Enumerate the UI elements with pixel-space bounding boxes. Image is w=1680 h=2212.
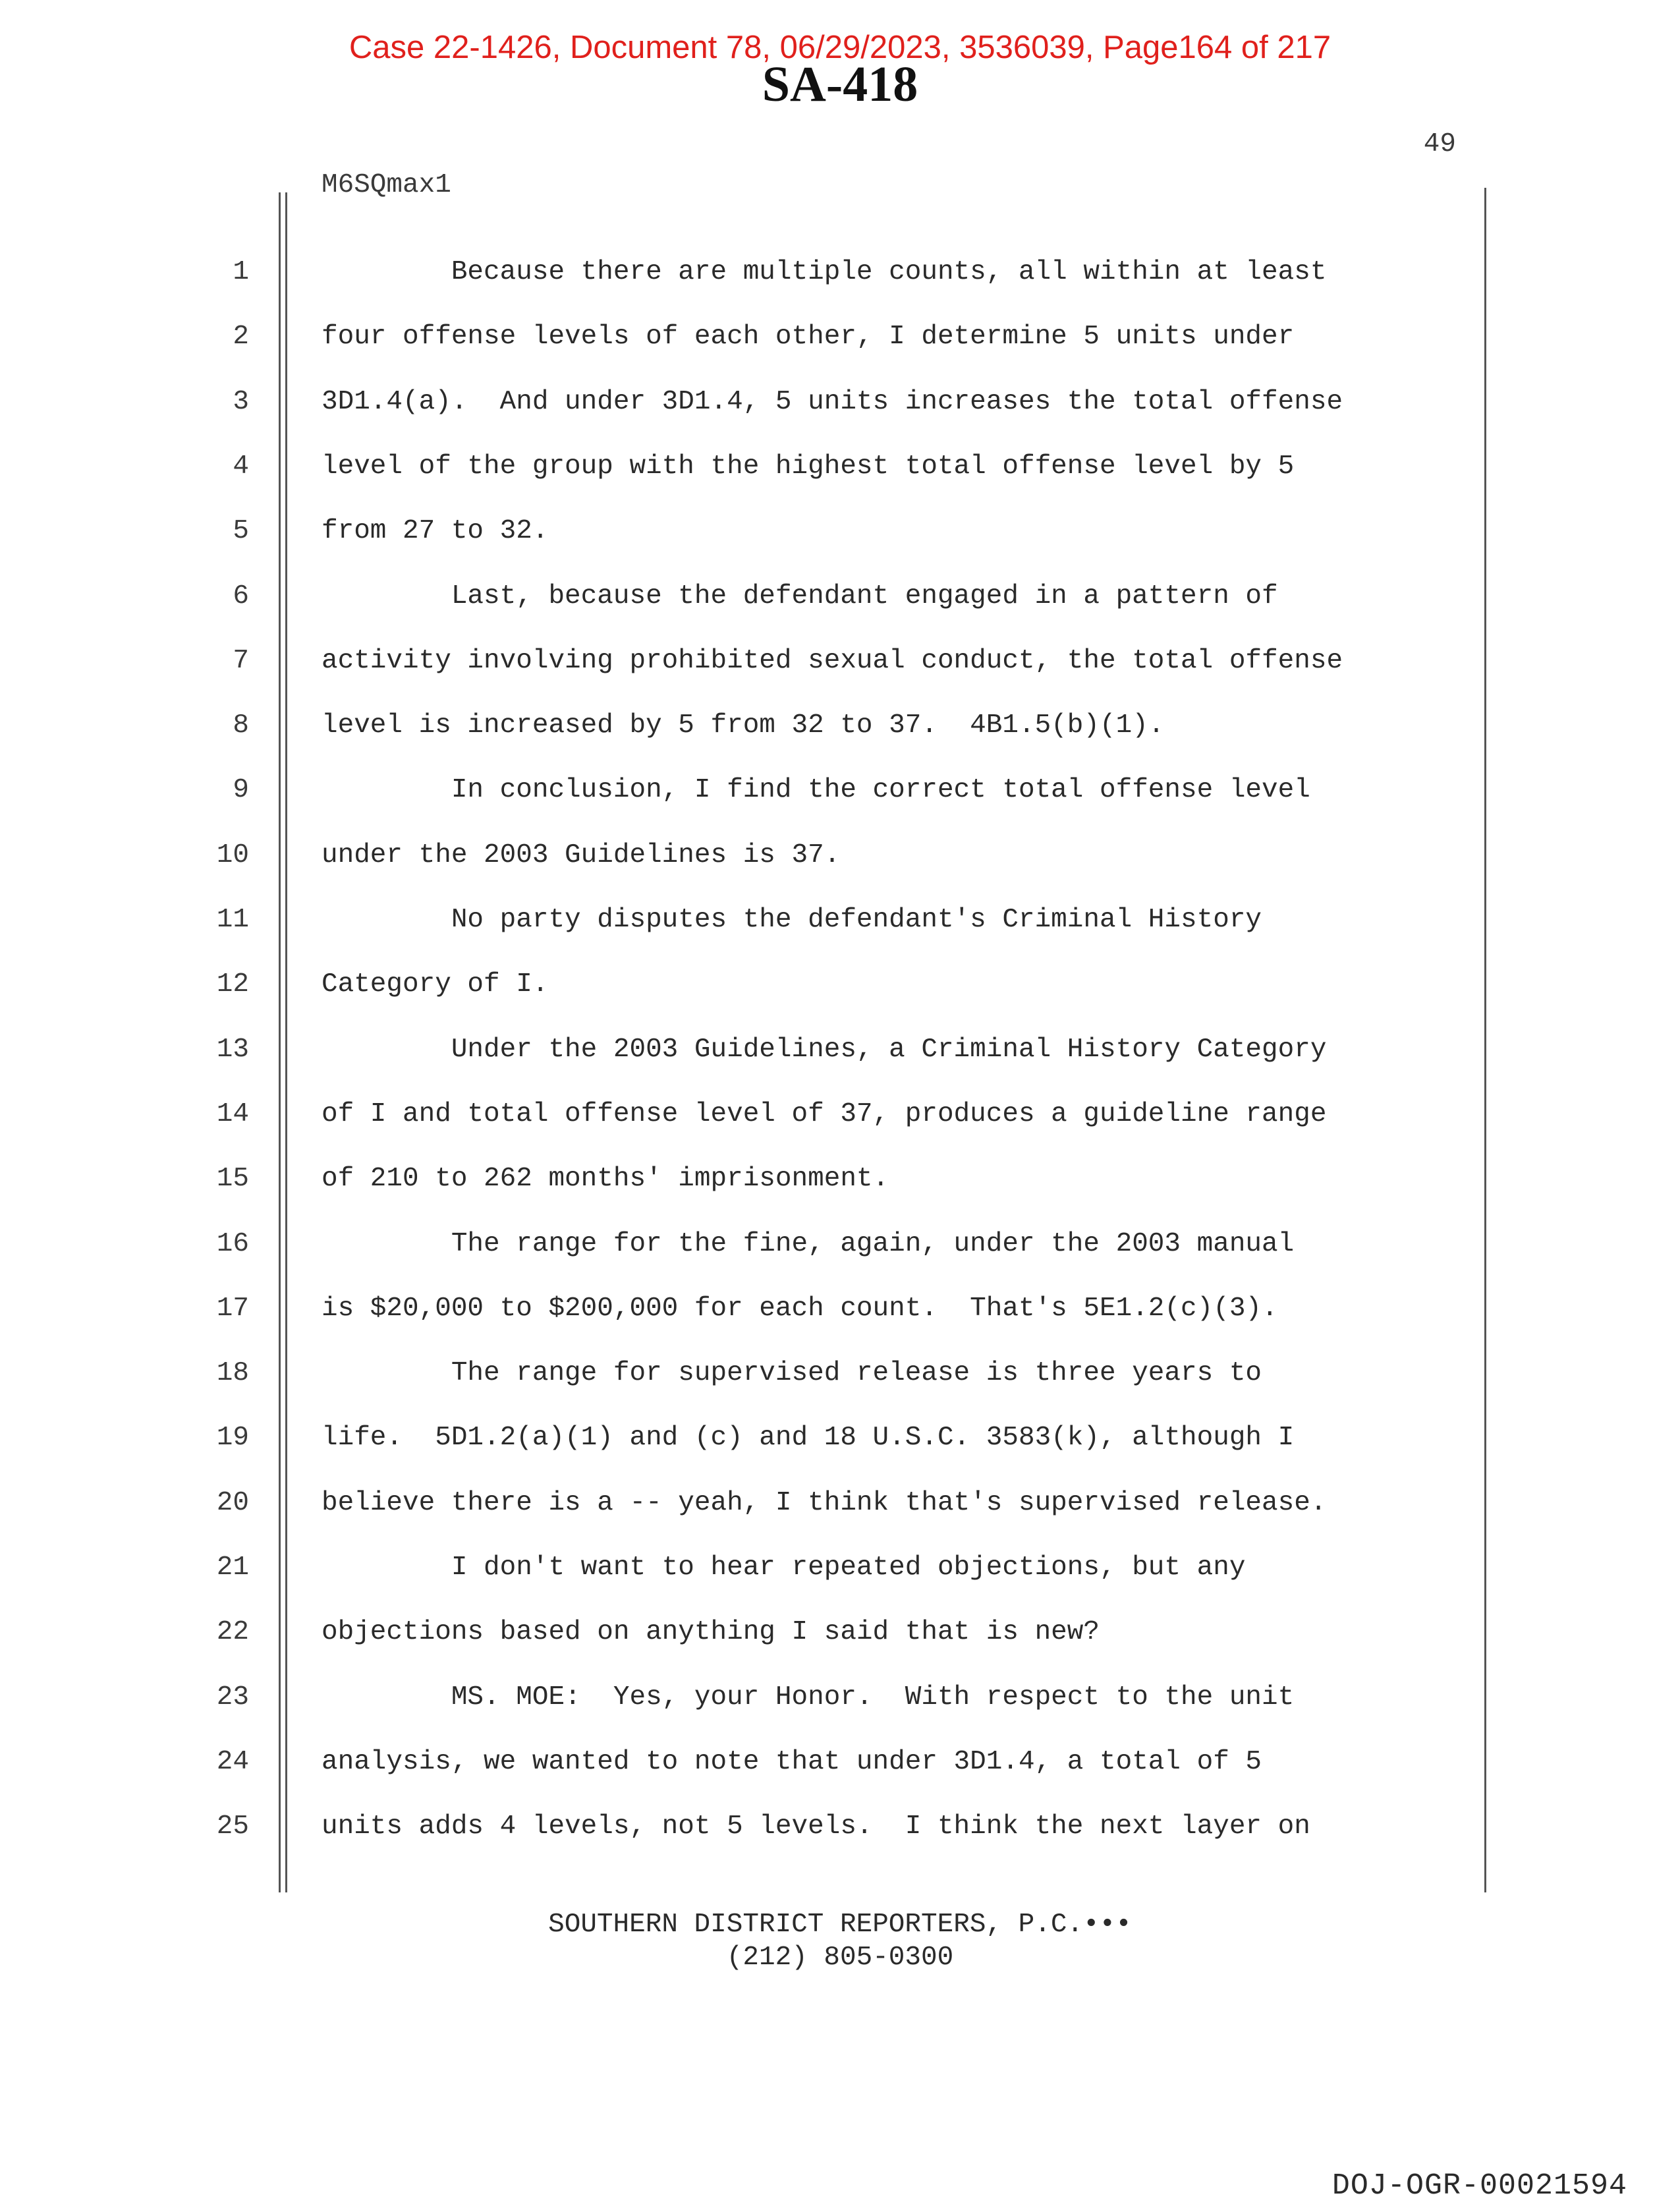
transcript-line: Category of I. [322, 969, 549, 1000]
transcript-line: MS. MOE: Yes, your Honor. With respect to the unit [322, 1682, 1295, 1713]
transcript-line: under the 2003 Guidelines is 37. [322, 840, 841, 870]
line-number: 15 [216, 1164, 249, 1194]
line-number: 19 [216, 1423, 249, 1453]
line-number: 2 [233, 322, 249, 352]
page-number: 49 [1423, 129, 1456, 159]
line-number: 23 [216, 1682, 249, 1713]
line-number: 25 [216, 1811, 249, 1842]
right-margin-rule [1484, 188, 1486, 1892]
bates-number: DOJ-OGR-00021594 [1331, 2169, 1627, 2203]
transcript-line: The range for the fine, again, under the 2003 manual [322, 1229, 1295, 1259]
transcript-line: of 210 to 262 months' imprisonment. [322, 1164, 889, 1194]
footer-phone: (212) 805-0300 [726, 1943, 954, 1973]
transcript-line: Last, because the defendant engaged in a pattern of [322, 581, 1278, 611]
transcript-line: units adds 4 levels, not 5 levels. I think the next layer on [322, 1811, 1310, 1842]
line-number: 8 [233, 710, 249, 741]
line-number: 16 [216, 1229, 249, 1259]
transcript-line: activity involving prohibited sexual conduct, the total offense [322, 646, 1343, 676]
footer-reporter: SOUTHERN DISTRICT REPORTERS, P.C.••• [548, 1910, 1132, 1940]
line-number: 11 [216, 905, 249, 935]
transcript-line: The range for supervised release is three years to [322, 1358, 1262, 1388]
line-number: 4 [233, 451, 249, 482]
line-number: 6 [233, 581, 249, 611]
transcript-line: Because there are multiple counts, all within at least [322, 257, 1327, 287]
transcript-line: believe there is a -- yeah, I think that's supervised release. [322, 1488, 1327, 1518]
line-number: 12 [216, 969, 249, 1000]
transcript-line: In conclusion, I find the correct total offense level [322, 775, 1310, 805]
line-number: 17 [216, 1293, 249, 1324]
line-number: 20 [216, 1488, 249, 1518]
case-header: Case 22-1426, Document 78, 06/29/2023, 3536039, Page164 of 217 [349, 30, 1331, 65]
transcript-line: level of the group with the highest total offense level by 5 [322, 451, 1295, 482]
line-number: 14 [216, 1099, 249, 1129]
transcript-line: of I and total offense level of 37, produces a guideline range [322, 1099, 1327, 1129]
line-number: 7 [233, 646, 249, 676]
transcript-line: from 27 to 32. [322, 516, 549, 546]
left-margin-rule-outer [279, 192, 281, 1892]
transcript-line: analysis, we wanted to note that under 3D1.4, a total of 5 [322, 1747, 1262, 1777]
line-number: 5 [233, 516, 249, 546]
line-number: 18 [216, 1358, 249, 1388]
exhibit-label: SA-418 [762, 57, 918, 112]
line-number: 10 [216, 840, 249, 870]
line-number: 9 [233, 775, 249, 805]
document-id: M6SQmax1 [322, 170, 451, 200]
transcript-line: Under the 2003 Guidelines, a Criminal History Category [322, 1035, 1327, 1065]
transcript-line: I don't want to hear repeated objections, but any [322, 1552, 1246, 1583]
transcript-line: objections based on anything I said that is new? [322, 1617, 1100, 1647]
line-number: 22 [216, 1617, 249, 1647]
transcript-line: life. 5D1.2(a)(1) and (c) and 18 U.S.C. 3583(k), although I [322, 1423, 1295, 1453]
line-number: 21 [216, 1552, 249, 1583]
line-number: 3 [233, 387, 249, 417]
transcript-line: 3D1.4(a). And under 3D1.4, 5 units increases the total offense [322, 387, 1343, 417]
transcript-line: is $20,000 to $200,000 for each count. That's 5E1.2(c)(3). [322, 1293, 1278, 1324]
left-margin-rule-inner [285, 192, 287, 1892]
transcript-line: four offense levels of each other, I determine 5 units under [322, 322, 1295, 352]
transcript-line: level is increased by 5 from 32 to 37. 4B1.5(b)(1). [322, 710, 1165, 741]
line-number: 1 [233, 257, 249, 287]
line-number: 24 [216, 1747, 249, 1777]
line-number: 13 [216, 1035, 249, 1065]
transcript-line: No party disputes the defendant's Criminal History [322, 905, 1262, 935]
